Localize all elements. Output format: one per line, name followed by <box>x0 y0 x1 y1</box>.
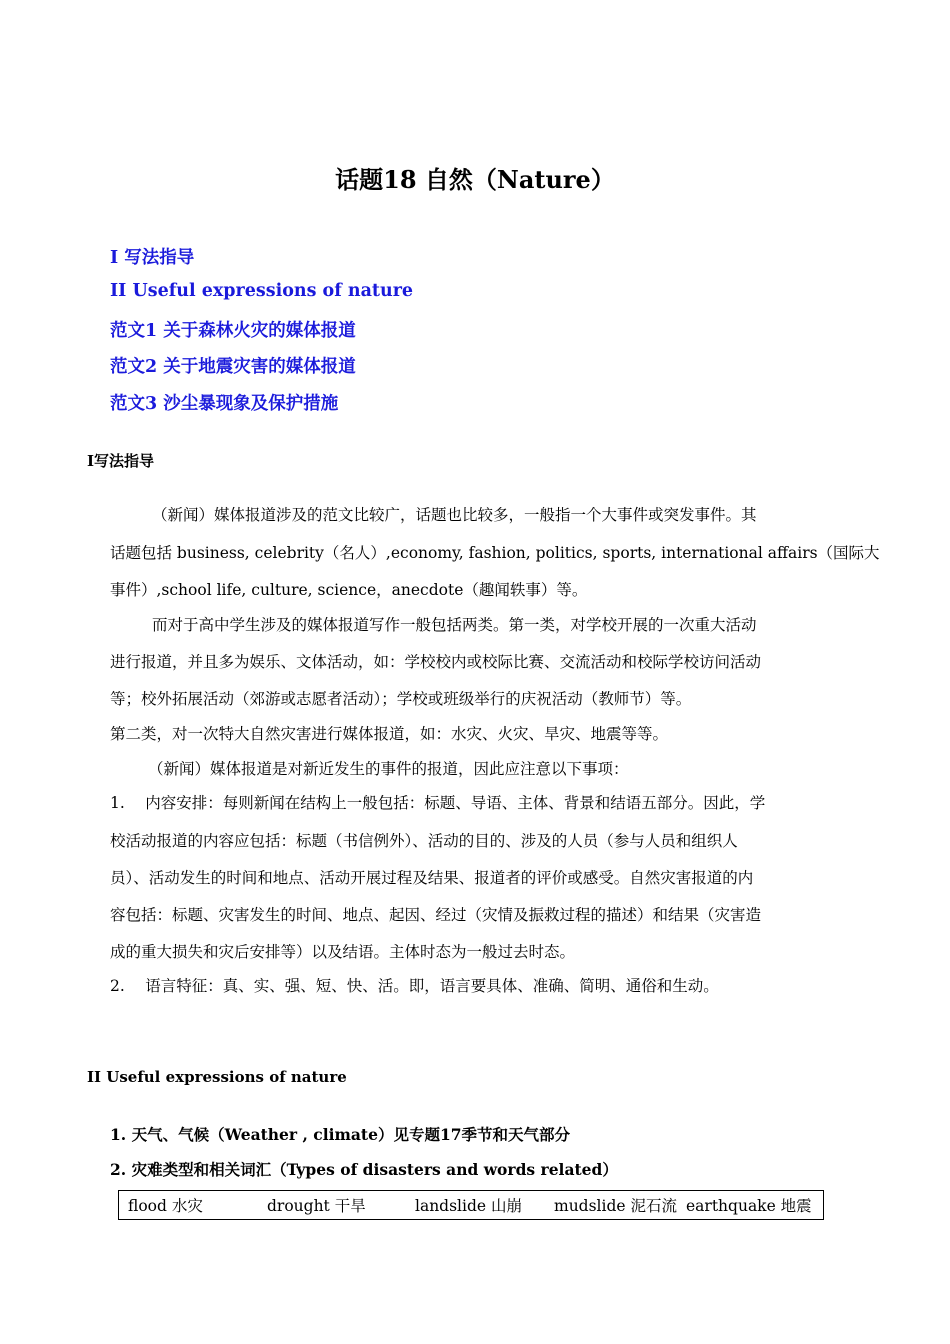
paragraph-line: 校活动报道的内容应包括：标题（书信例外）、活动的目的、涉及的人员（参与人员和组织人 <box>110 832 738 850</box>
paragraph-line: 员）、活动发生的时间和地点、活动开展过程及结果、报道者的评价或感受。自然灾害报道的内 <box>110 869 754 887</box>
paragraph-line: 成的重大损失和灾后安排等）以及结语。主体时态为一般过去时态。 <box>110 943 576 961</box>
toc-link-sample-2[interactable]: 范文2 关于地震灾害的媒体报道 <box>110 357 356 377</box>
toc-link-useful-expressions[interactable]: II Useful expressions of nature <box>110 281 414 301</box>
vocab-cell: landslide 山崩 <box>415 1197 522 1215</box>
vocab-table <box>118 1190 824 1220</box>
paragraph-line: 进行报道，并且多为娱乐、文体活动，如：学校校内或校际比赛、交流活动和校际学校访问活动 <box>110 653 762 671</box>
paragraph-line: 而对于高中学生涉及的媒体报道写作一般包括两类。第一类，对学校开展的一次重大活动 <box>152 616 757 634</box>
subheading-disasters: 2. 灾难类型和相关词汇（Types of disasters and words related） <box>110 1160 618 1179</box>
toc-link-sample-1[interactable]: 范文1 关于森林火灾的媒体报道 <box>110 321 356 341</box>
list-item-1: 1. 内容安排：每则新闻在结构上一般包括：标题、导语、主体、背景和结语五部分。因此，学 <box>110 794 766 812</box>
section-heading-writing-guide: I写法指导 <box>87 452 155 470</box>
section-heading-useful-expressions: II Useful expressions of nature <box>87 1068 347 1086</box>
page-title: 话题18 自然（Nature） <box>335 165 615 194</box>
vocab-cell: mudslide 泥石流 <box>554 1197 677 1215</box>
paragraph-line: 容包括：标题、灾害发生的时间、地点、起因、经过（灾情及振救过程的描述）和结果（灾害造 <box>110 906 762 924</box>
list-item-2: 2. 语言特征：真、实、强、短、快、活。即，语言要具体、准确、简明、通俗和生动。 <box>110 977 719 995</box>
paragraph-line: 第二类，对一次特大自然灾害进行媒体报道，如：水灾、火灾、旱灾、地震等等。 <box>110 725 669 743</box>
vocab-cell: drought 干旱 <box>267 1197 366 1215</box>
table-row <box>119 1191 824 1220</box>
paragraph-line: 话题包括 business, celebrity（名人）,economy, fashion, politics, sports, international affairs（国际大 <box>110 544 880 562</box>
paragraph-line: 事件）,school life, culture, science，anecdote（趣闻轶事）等。 <box>110 581 588 599</box>
paragraph-line: 等；校外拓展活动（郊游或志愿者活动）；学校或班级举行的庆祝活动（教师节）等。 <box>110 690 692 708</box>
toc-link-writing-guide[interactable]: I 写法指导 <box>110 248 195 268</box>
vocab-cell: earthquake 地震 <box>686 1197 812 1215</box>
toc-link-sample-3[interactable]: 范文3 沙尘暴现象及保护措施 <box>110 394 339 414</box>
paragraph-line: （新闻）媒体报道涉及的范文比较广，话题也比较多，一般指一个大事件或突发事件。其 <box>152 506 757 524</box>
subheading-weather: 1. 天气、气候（Weather , climate）见专题17季节和天气部分 <box>110 1125 571 1144</box>
vocab-cell: flood 水灾 <box>128 1197 203 1215</box>
paragraph-line: （新闻）媒体报道是对新近发生的事件的报道，因此应注意以下事项： <box>148 760 629 778</box>
